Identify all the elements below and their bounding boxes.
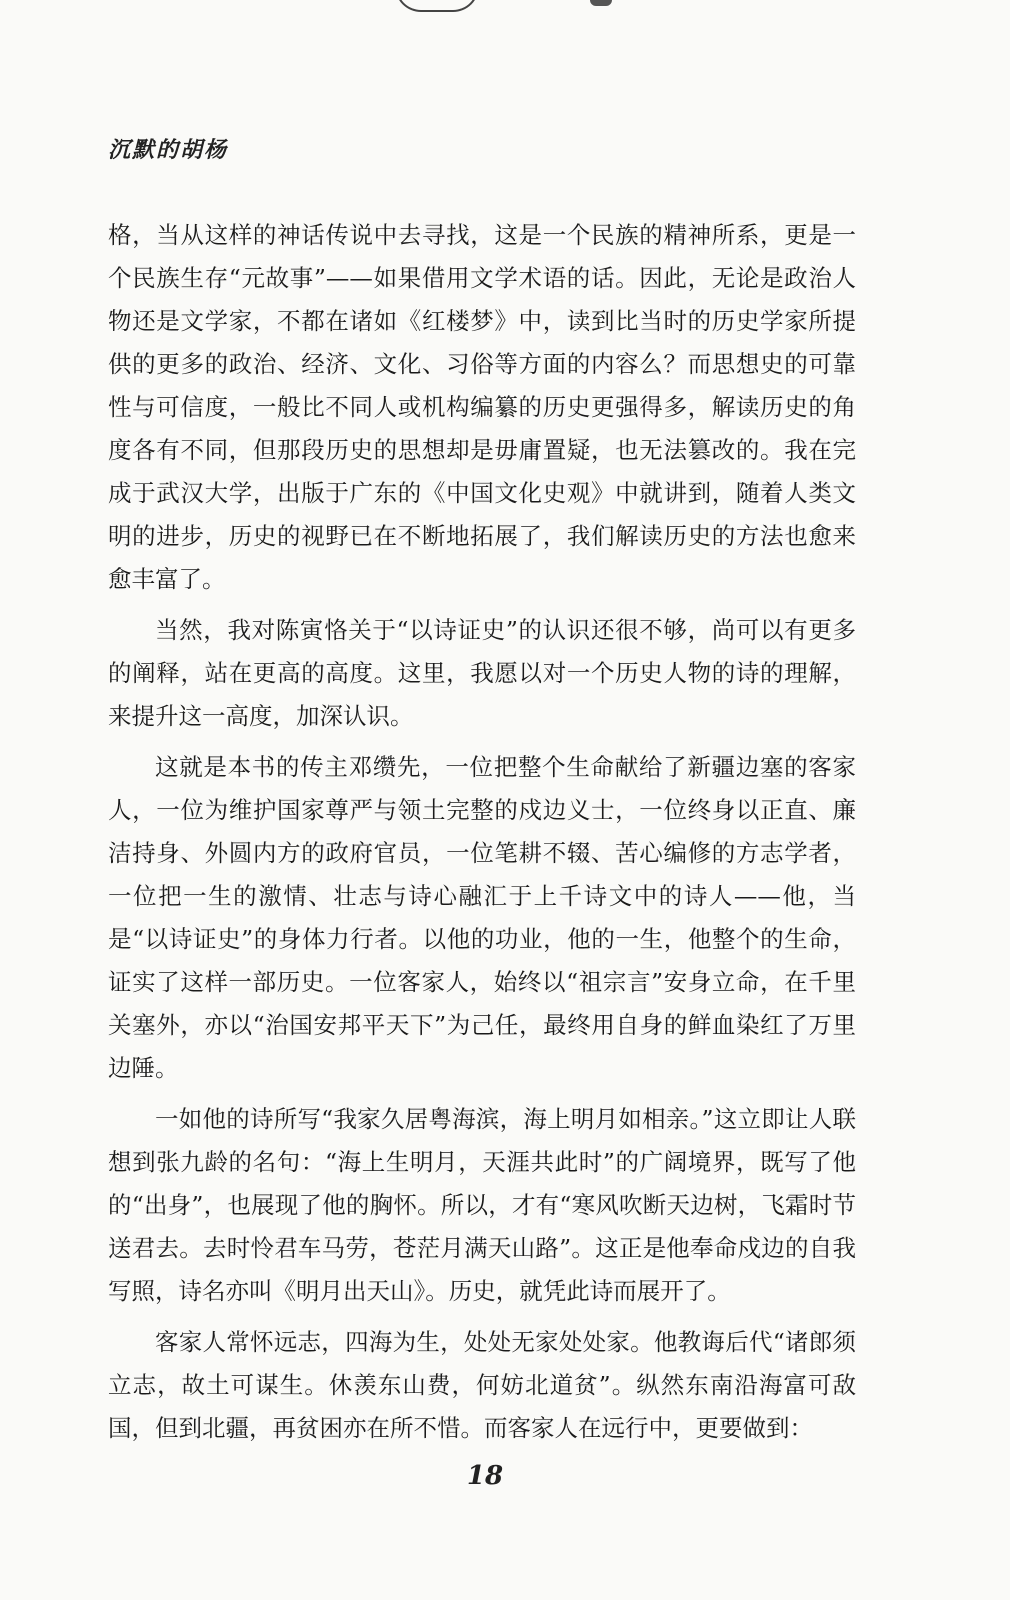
top-ornament bbox=[395, 0, 479, 12]
running-head-title: 沉默的胡杨 bbox=[108, 137, 229, 163]
page-number: 18 bbox=[466, 1461, 504, 1491]
paragraph-5: 客家人常怀远志，四海为生，处处无家处处家。他教诲后代“诸郎须立志，故土可谋生。休羡东山费，何妨北道贫”。纵然东南沿海富可敌国，但到北疆，再贫困亦在所不惜。而客家人在远行中，更要做到： bbox=[108, 1328, 856, 1442]
paragraph-1: 格，当从这样的神话传说中去寻找，这是一个民族的精神所系，更是一个民族生存“元故事”——如果借用文学术语的话。因此，无论是政治人物还是文学家，不都在诸如《红楼梦》中，读到比当时的历史学家所提供的更多的政治、经济、文化、习俗等方面的内容么？而思想史的可靠性与可信度，一般比不同人或机构编纂的历史更强得多，解读历史的角度各有不同，但那段历史的思想却是毋庸置疑，也无法篡改的。我在完成于武汉大学，出版于广东的《中国文化史观》中就讲到，随着人类文明的进步，历史的视野已在不断地拓展了，我们解读历史的方法也愈来愈丰富了。 bbox=[108, 221, 856, 593]
body-text bbox=[108, 214, 856, 1450]
paragraph-2: 当然，我对陈寅恪关于“以诗证史”的认识还很不够，尚可以有更多的阐释，站在更高的高度。这里，我愿以对一个历史人物的诗的理解，来提升这一高度，加深认识。 bbox=[108, 616, 856, 730]
paragraph-4: 一如他的诗所写“我家久居粤海滨，海上明月如相亲。”这立即让人联想到张九龄的名句：“海上生明月，天涯共此时”的广阔境界，既写了他的“出身”，也展现了他的胸怀。所以，才有“寒风吹断天边树，飞霜时节送君去。去时怜君车马劳，苍茫月满天山路”。这正是他奉命戍边的自我写照，诗名亦叫《明月出天山》。历史，就凭此诗而展开了。 bbox=[108, 1105, 856, 1305]
paragraph-3: 这就是本书的传主邓缵先，一位把整个生命献给了新疆边塞的客家人，一位为维护国家尊严与领土完整的戍边义士，一位终身以正直、廉洁持身、外圆内方的政府官员，一位笔耕不辍、苦心编修的方志学者，一位把一生的激情、壮志与诗心融汇于上千诗文中的诗人——他，当是“以诗证史”的身体力行者。以他的功业，他的一生，他整个的生命，证实了这样一部历史。一位客家人，始终以“祖宗言”安身立命，在千里关塞外，亦以“治国安邦平天下”为己任，最终用自身的鲜血染红了万里边陲。 bbox=[108, 753, 856, 1082]
top-mark bbox=[590, 0, 612, 6]
